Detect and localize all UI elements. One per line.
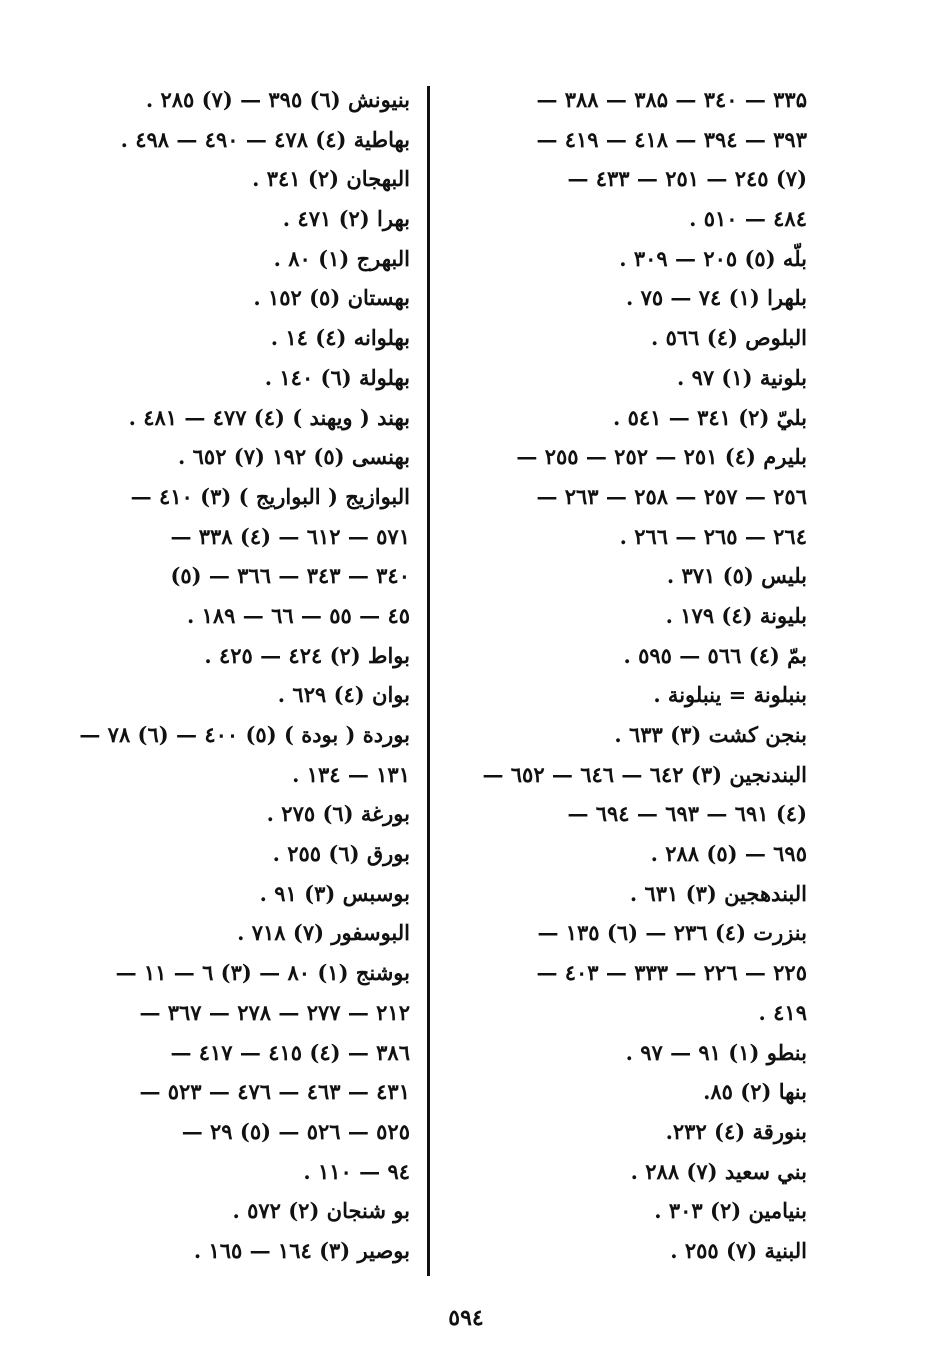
right-column bbox=[447, 80, 807, 1271]
index-entry: بنيامين (۲) ۳۰۳ . bbox=[654, 1198, 807, 1224]
index-entry: ۳٤۰ — ۳٤۳ — ۳٦٦ — (٥) bbox=[170, 563, 410, 589]
index-entry: بهاطية (٤) ٤۷۸ — ٤۹۰ — ٤۹۸ . bbox=[120, 126, 410, 152]
index-entry: بليرم (٤) ۲٥۱ — ۲٥۲ — ۲٥٥ — bbox=[516, 444, 807, 470]
index-entry: بهنسى (٥) ۱۹۲ (۷) ٦٥۲ . bbox=[178, 444, 410, 470]
index-entry: بنجن كشت (۳) ٦۳۳ . bbox=[614, 722, 807, 747]
index-entry: بوان (٤) ٦۲۹ . bbox=[277, 682, 410, 708]
index-entry: بورغة (٦) ۲۷٥ . bbox=[266, 801, 410, 827]
index-entry: البندهجين (۳) ٦۳۱ . bbox=[629, 880, 807, 906]
index-entry: ٥۲٥ — ٥۲٦ — (٥) ۲۹ — bbox=[181, 1118, 410, 1144]
index-entry: ٥۷۱ — ٦۱۲ — (٤) ۳۳۸ — bbox=[170, 523, 410, 549]
index-entry: بهند ( ويهند ) (٤) ٤۷۷ — ٤۸۱ . bbox=[128, 404, 410, 430]
index-entry: بهستان (٥) ۱٥۲ . bbox=[253, 285, 410, 311]
index-entry: بليونة (٤) ۱۷۹ . bbox=[665, 602, 807, 628]
index-entry: بهلولة (٦) ۱٤۰ . bbox=[264, 364, 410, 390]
index-entry: بنورقة (٤) ۲۳۲. bbox=[665, 1118, 807, 1144]
index-entry: البلوص (٤) ٥٦٦ . bbox=[650, 325, 807, 351]
index-entry: بنها (۲) ۸٥. bbox=[703, 1079, 807, 1105]
index-entry: ٤۱۹ . bbox=[758, 999, 807, 1025]
index-entry: بوردة ( بودة ) (٥) ٤۰۰ — (٦) ۷۸ — bbox=[79, 722, 410, 747]
index-entry: البوازيج ( البواريج ) (۳) ٤۱۰ — bbox=[130, 483, 410, 509]
index-entry: ۹٤ — ۱۱۰ . bbox=[303, 1158, 410, 1184]
index-entry: ۲٦٤ — ۲٦٥ — ۲٦٦ . bbox=[619, 523, 807, 549]
index-entry: البهرج (۱) ۸۰ . bbox=[273, 245, 410, 271]
index-entry: ٤٥ — ٥٥ — ٦٦ — ۱۸۹ . bbox=[186, 602, 410, 628]
index-entry: بمّ (٤) ٥٦٦ — ٥۹٥ . bbox=[623, 642, 807, 668]
index-entry: ٦۹٥ — (٥) ۲۸۸ . bbox=[650, 841, 807, 867]
index-entry: بنبلونة = ينبلونة . bbox=[653, 682, 807, 708]
index-entry: (٤) ٦۹۱ — ٦۹۳ — ٦۹٤ — bbox=[567, 801, 807, 827]
index-entry: بو شنجان (۲) ٥۷۲ . bbox=[232, 1198, 410, 1224]
index-entry: بوسبس (۳) ۹۱ . bbox=[259, 880, 410, 906]
index-entry: بلّه (٥) ۲۰٥ — ۳۰۹ . bbox=[619, 245, 807, 271]
index-entry: بوصير (۳) ۱٦٤ — ۱٦٥ . bbox=[193, 1237, 410, 1263]
index-entry: ۲٥٦ — ۲٥۷ — ۲٥۸ — ۲٦۳ — bbox=[536, 483, 807, 509]
index-entry: بلهرا (۱) ۷٤ — ۷٥ . bbox=[625, 285, 807, 311]
left-column bbox=[50, 80, 410, 1271]
index-entry: بهرا (۲) ٤۷۱ . bbox=[282, 206, 410, 232]
index-entry: ۳۳۵ — ۳٤۰ — ۳۸۵ — ۳۸۸ — bbox=[536, 87, 807, 112]
column-divider bbox=[427, 86, 430, 1276]
index-entry: بوشنج (۱) ۸۰ — (۳) ٦ — ۱۱ — bbox=[115, 960, 410, 986]
index-entry: بلونية (۱) ۹۷ . bbox=[676, 364, 807, 390]
index-entry: بنزرت (٤) ۲۳٦ — (٦) ۱۳٥ — bbox=[537, 920, 807, 946]
index-entry: ۳۸٦ — (٤) ٤۱٥ — ٤۱۷ — bbox=[170, 1039, 410, 1065]
index-entry: (۷) ۲٤٥ — ۲٥۱ — ٤۳۳ — bbox=[567, 166, 807, 192]
index-entry: ۳۹۳ — ۳۹٤ — ٤۱۸ — ٤۱۹ — bbox=[536, 126, 807, 152]
index-entry: ٤۸٤ — ٥۱۰ . bbox=[689, 206, 807, 232]
page-number: ٥۹٤ bbox=[448, 1305, 484, 1331]
index-entry: ۲۲٥ — ۲۲٦ — ۳۳۳ — ٤۰۳ — bbox=[536, 960, 807, 986]
index-entry: البنية (۷) ۲٥٥ . bbox=[670, 1237, 807, 1263]
index-entry: بني سعيد (۷) ۲۸۸ . bbox=[630, 1158, 807, 1184]
index-entry: بليس (٥) ۳۷۱ . bbox=[666, 563, 807, 589]
index-entry: بنيونش (٦) ۳۹٥ — (۷) ۲۸٥ . bbox=[145, 87, 410, 112]
index-entry: بليّ (۲) ۳٤۱ — ٥٤۱ . bbox=[612, 404, 807, 430]
index-entry: بورق (٦) ۲٥٥ . bbox=[272, 841, 410, 867]
index-entry: ٤۳۱ — ٤٦۳ — ٤۷٦ — ٥۲۳ — bbox=[139, 1079, 410, 1105]
index-entry: البهجان (۲) ۳٤۱ . bbox=[252, 166, 410, 192]
index-entry: البوسفور (۷) ۷۱۸ . bbox=[237, 920, 410, 946]
index-entry: بواط (۲) ٤۲٤ — ٤۲٥ . bbox=[204, 642, 410, 668]
index-entry: البندنجين (۳) ٦٤۲ — ٦٤٦ — ٦٥۲ — bbox=[482, 761, 807, 787]
index-entry: ۲۱۲ — ۲۷۷ — ۲۷۸ — ۳٦۷ — bbox=[139, 999, 410, 1025]
index-entry: ۱۳۱ — ۱۳٤ . bbox=[292, 761, 410, 787]
index-entry: بهلوانه (٤) ۱٤ . bbox=[270, 325, 410, 351]
index-entry: بنطو (۱) ۹۱ — ۹۷ . bbox=[625, 1039, 807, 1065]
